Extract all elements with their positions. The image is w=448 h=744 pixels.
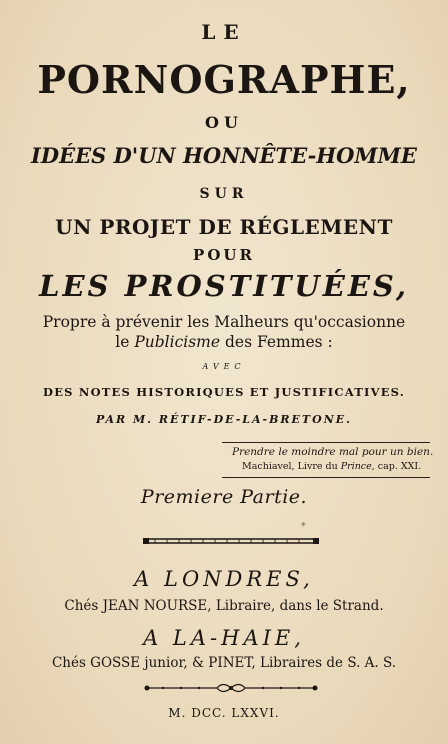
ornament-rule-2 [143,680,319,696]
epigraph-bottom-rule [222,477,430,478]
imprint-date: M. DCC. LXXVI. [168,706,280,720]
epigraph-source-prefix: Machiavel, Livre du [242,461,341,472]
epigraph-source-work: Prince [340,461,372,472]
title-avec: AVEC [202,362,246,371]
subtitle-prostituees: LES PROSTITUÉES, [39,269,409,303]
imprint-city-lahaie: A LA-HAIE, [143,626,305,650]
imprint-printer-london: Chés JEAN NOURSE, Libraire, dans le Strand. [64,598,384,614]
author-line: PAR M. RÉTIF-DE-LA-BRETONE. [96,413,352,426]
small-mark: * [301,522,306,532]
epigraph-source-suffix: , cap. XXI. [371,461,422,472]
epigraph-top-rule [222,442,430,443]
publicisme-word: Publicisme [134,333,221,351]
description-line-2 [0,333,448,351]
description-suffix: des Femmes : [220,333,333,351]
imprint-printer-lahaie: Chés GOSSE junior, & PINET, Libraires de S. A. S. [51,655,397,671]
title-pour: POUR [193,246,255,264]
title-ou: OU [205,113,243,132]
part-heading: Premiere Partie. [140,486,308,508]
subtitle-projet: UN PROJET DE RÉGLEMENT [55,215,393,239]
epigraph-source [242,461,442,472]
main-title: PORNOGRAPHE, [37,57,411,102]
ornament-rule-1 [143,534,319,548]
title-sur: SUR [199,186,249,202]
imprint-city-london: A LONDRES, [134,567,314,591]
description-line-1: Propre à prévenir les Malheurs qu'occasionne [42,313,406,331]
subtitle-idees: IDÉES D'UN HONNÊTE-HOMME [31,143,417,168]
epigraph-quote: Prendre le moindre mal pour un bien. [232,446,434,458]
description-prefix: le [115,333,135,351]
notes-line: DES NOTES HISTORIQUES ET JUSTIFICATIVES. [43,385,405,399]
title-le: LE [201,20,247,44]
